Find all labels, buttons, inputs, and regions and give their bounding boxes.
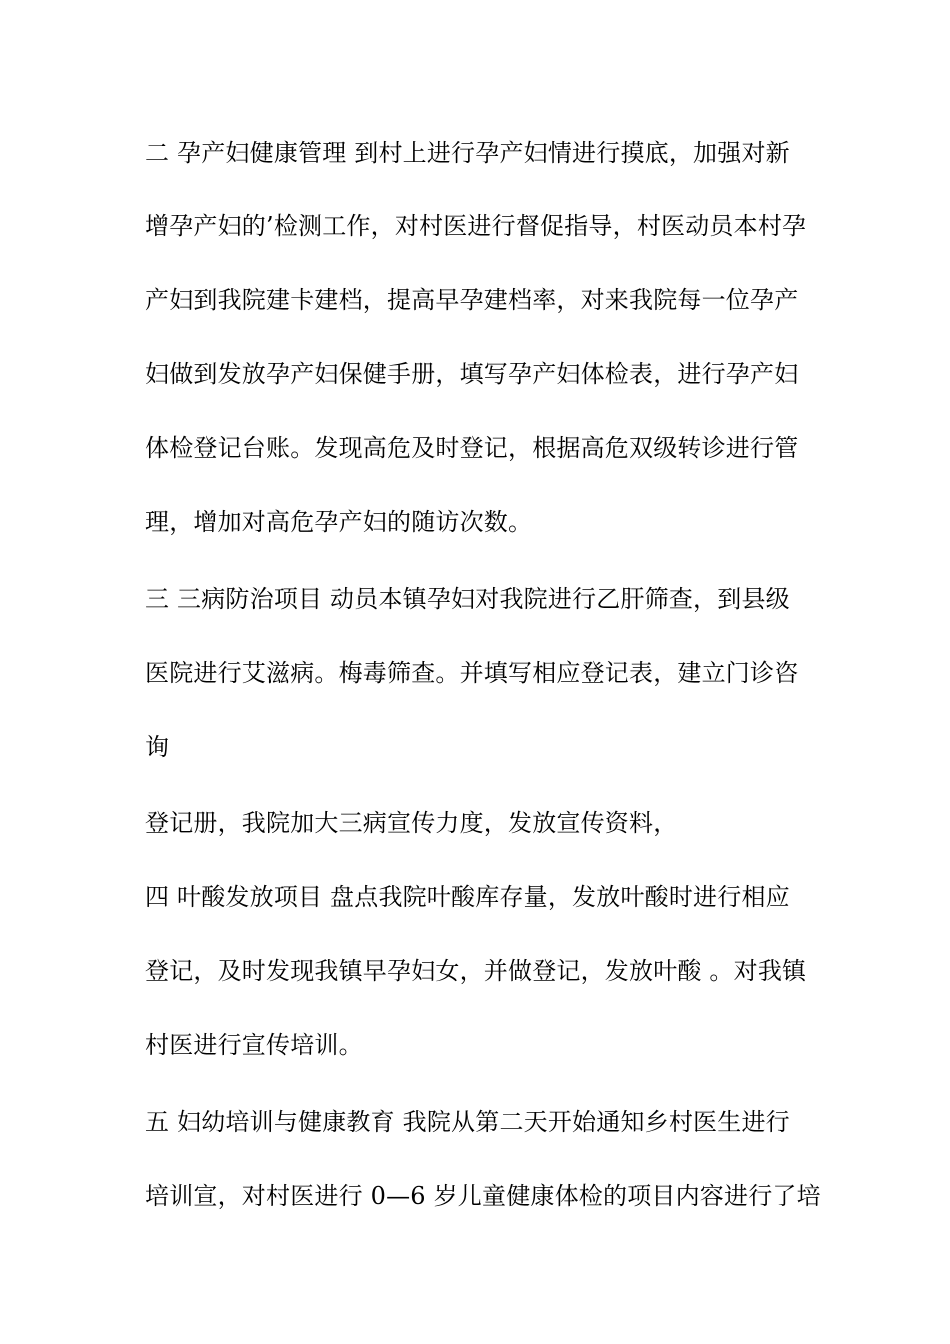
text-line: 产妇到我院建卡建档，提高早孕建档率，对来我院每一位孕产 — [145, 286, 799, 314]
text-line: 四 叶酸发放项目 盘点我院叶酸库存量，发放叶酸时进行相应 — [145, 883, 790, 911]
text-line: 村医进行宣传培训。 — [145, 1031, 363, 1059]
text-line: 五 妇幼培训与健康教育 我院从第二天开始通知乡村医生进行 — [145, 1108, 790, 1136]
text-line: 妇做到发放孕产妇保健手册，填写孕产妇体检表，进行孕产妇 — [145, 360, 799, 388]
text-line: 三 三病防治项目 动员本镇孕妇对我院进行乙肝筛查，到县级 — [145, 585, 790, 613]
text-line: 二 孕产妇健康管理 到村上进行孕产妇情进行摸底，加强对新 — [145, 139, 790, 167]
text-line: 登记册，我院加大三病宣传力度，发放宣传资料， — [145, 809, 678, 837]
text-line: 增孕产妇的’检测工作，对村医进行督促指导，村医动员本村孕 — [145, 212, 807, 240]
text-line: 理，增加对高危孕产妇的随访次数。 — [145, 508, 533, 536]
text-line: 体检登记台账。发现高危及时登记，根据高危双级转诊进行管 — [145, 434, 799, 462]
text-line: 询 — [145, 733, 170, 761]
text-line: 医院进行艾滋病。梅毒筛查。并填写相应登记表，建立门诊咨 — [145, 659, 799, 687]
text-line: 培训宣，对村医进行 0—6 岁儿童健康体检的项目内容进行了培 — [145, 1182, 821, 1210]
text-line: 登记，及时发现我镇早孕妇女，并做登记，发放叶酸 。对我镇 — [145, 957, 807, 985]
